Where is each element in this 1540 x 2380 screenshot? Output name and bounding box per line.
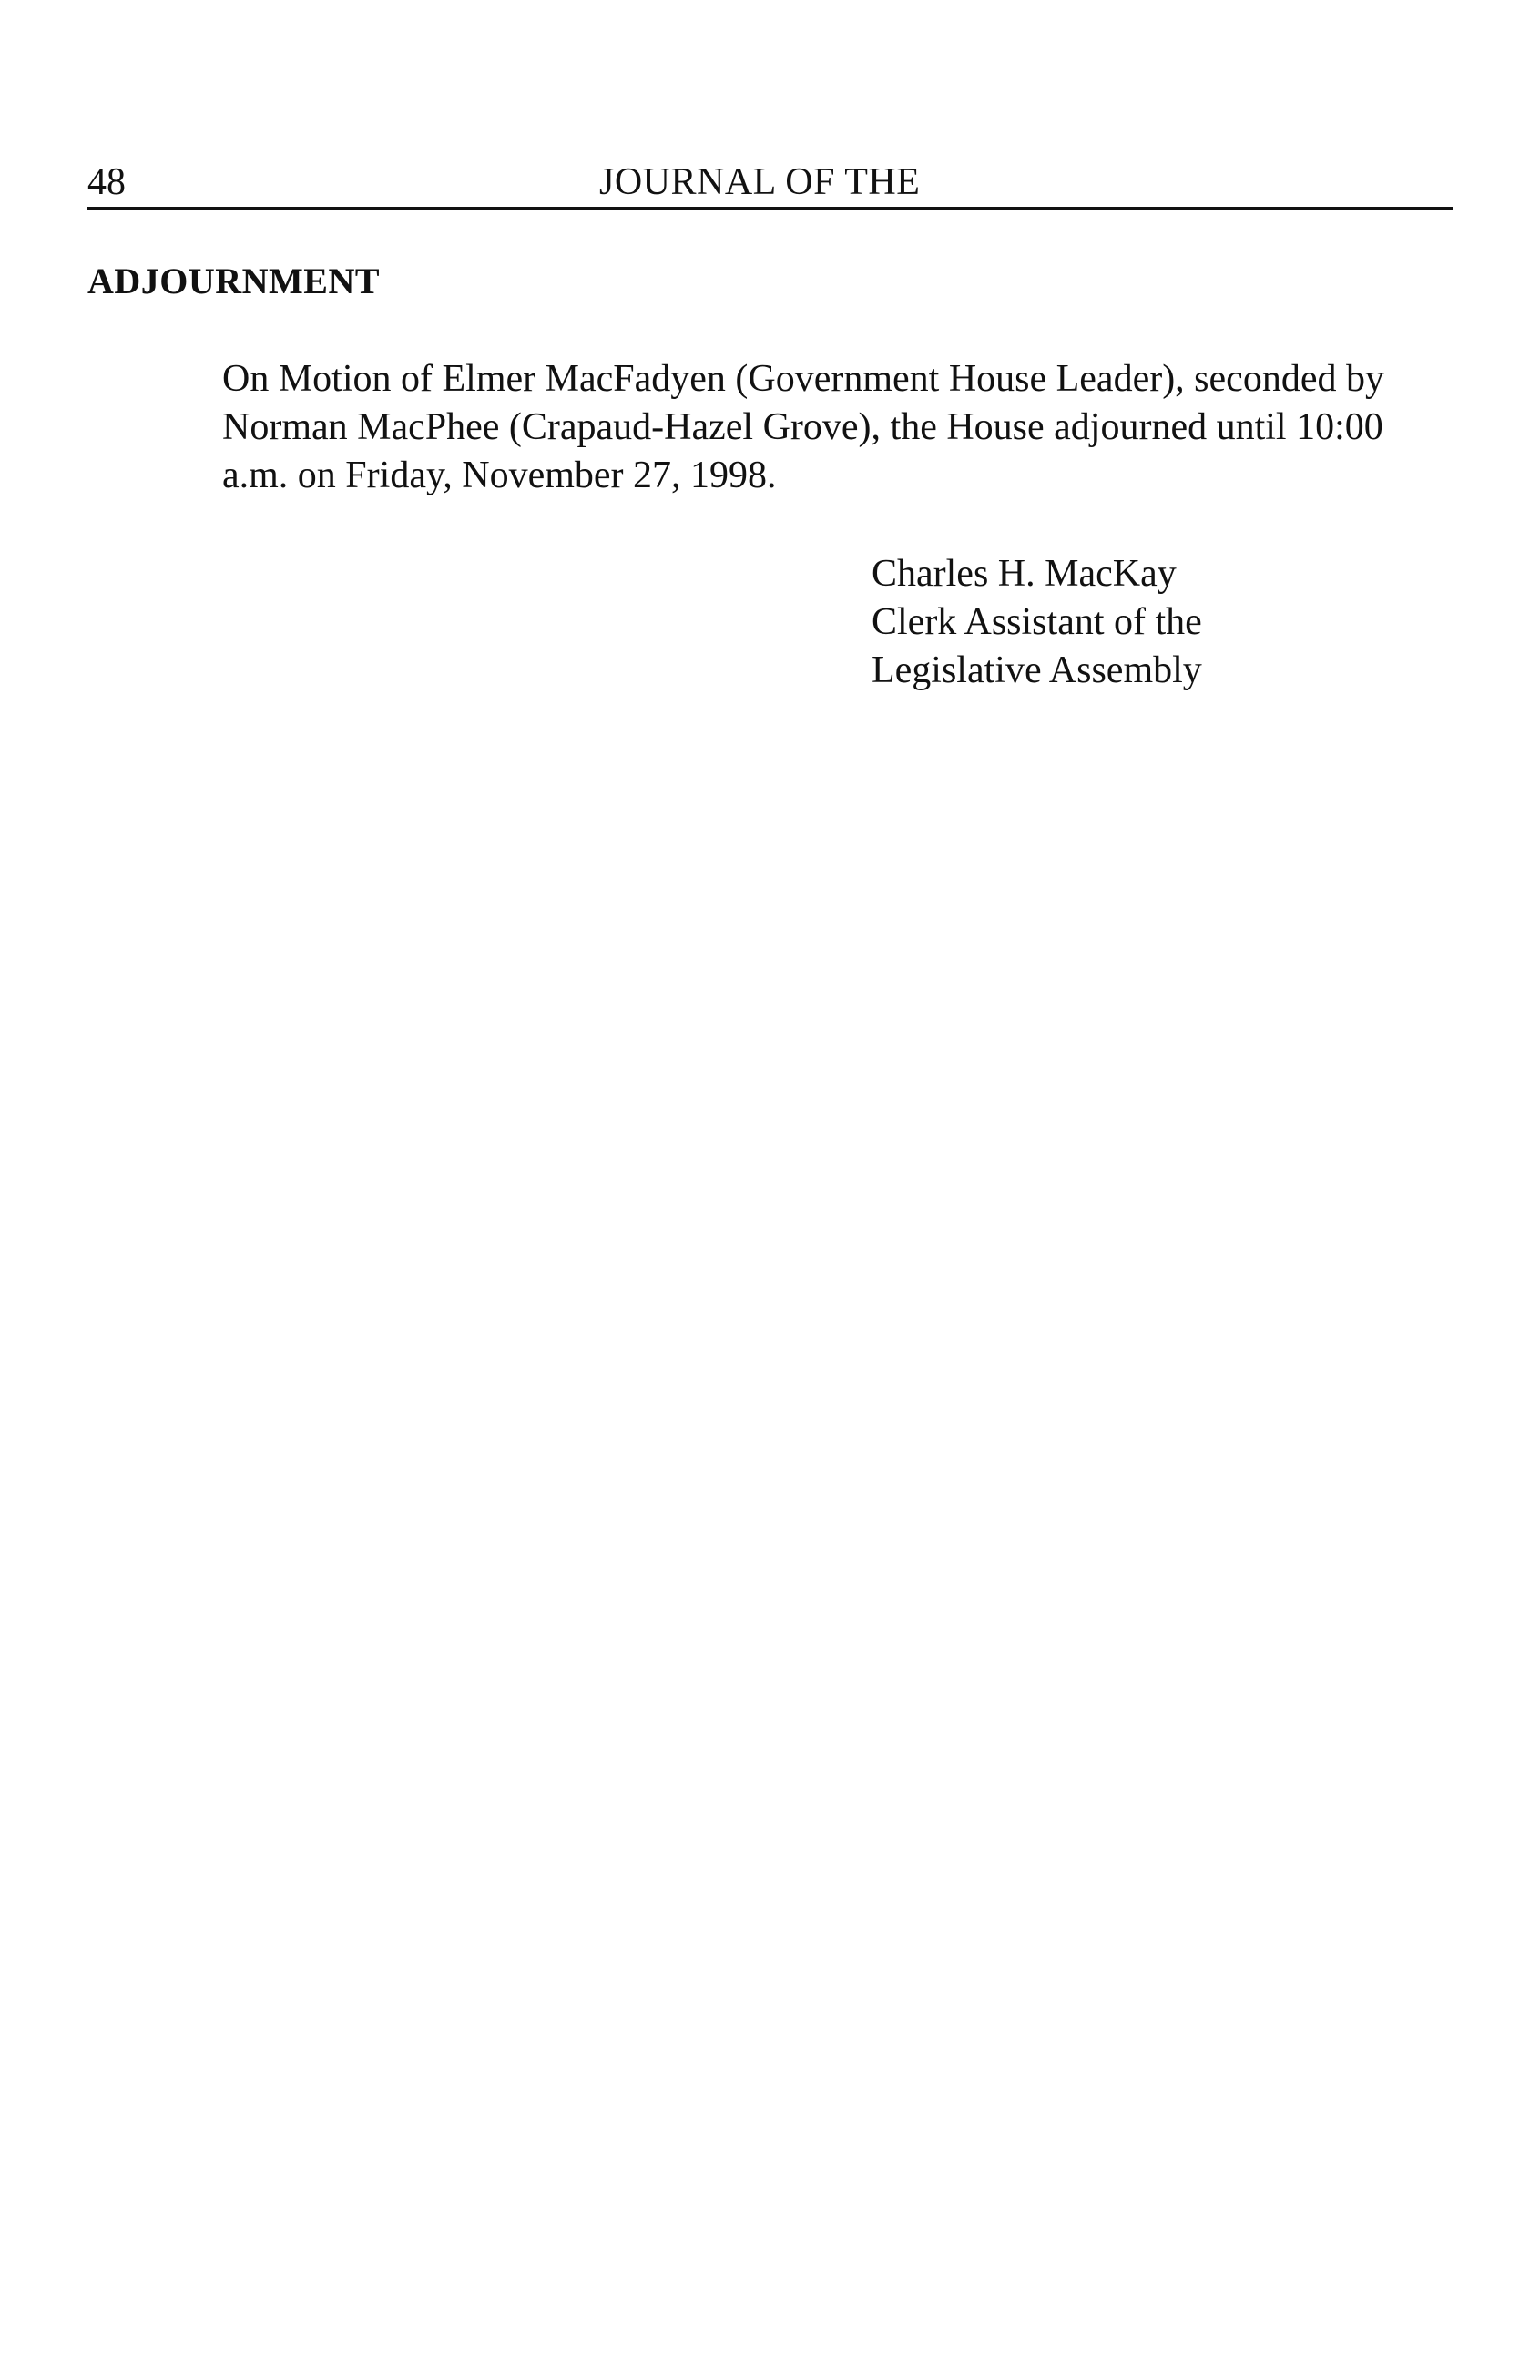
motion-line: On Motion of Elmer MacFadyen (Government House Leader), seconded by — [222, 358, 1384, 400]
header-rule — [87, 207, 1453, 210]
running-head — [87, 155, 1453, 209]
motion-line: Norman MacPhee (Crapaud-Hazel Grove), the House adjourned until 10:00 — [222, 406, 1383, 448]
motion-paragraph — [222, 355, 1488, 500]
journal-title: JOURNAL OF THE — [599, 161, 921, 203]
signatory-title: Clerk Assistant of the — [872, 601, 1202, 643]
signatory-title: Legislative Assembly — [872, 649, 1202, 691]
motion-line: a.m. on Friday, November 27, 1998. — [222, 455, 777, 496]
section-heading: ADJOURNMENT — [87, 260, 381, 301]
page-number: 48 — [87, 161, 126, 203]
signature-block — [872, 550, 1202, 695]
signatory-name: Charles H. MacKay — [872, 553, 1177, 595]
